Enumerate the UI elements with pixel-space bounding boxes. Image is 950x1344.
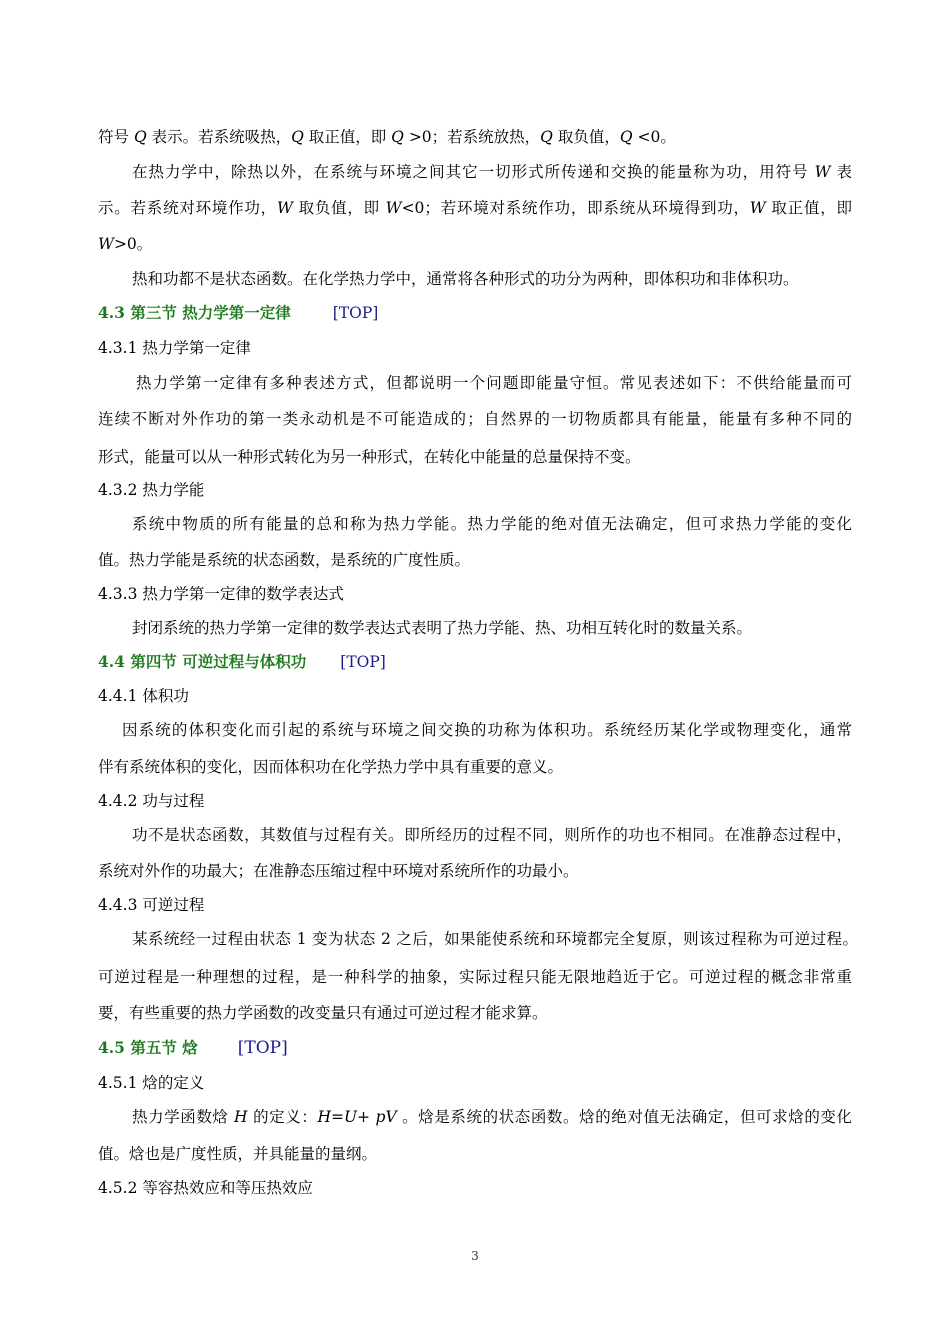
top-link[interactable]: [TOP]	[332, 304, 379, 322]
paragraph-443-line1: 某系统经一过程由状态 1 变为状态 2 之后，如果能使系统和环境都完全复原，则该过程称为可逆过程。	[132, 930, 858, 948]
subsection-title-4-3-3: 4.3.3 热力学第一定律的数学表达式	[98, 585, 344, 603]
text: 的定义：	[247, 1108, 318, 1126]
paragraph-443-line2: 可逆过程是一种理想的过程，是一种科学的抽象，实际过程只能无限地趋近于它。可逆过程的概念非常重	[98, 968, 852, 986]
text: >0；若系统放热，	[403, 128, 541, 146]
subsection-title-4-5-1: 4.5.1 焓的定义	[98, 1074, 205, 1092]
symbol-w: W	[749, 199, 766, 217]
text: 取正值，即	[303, 128, 392, 146]
text: 。焓是系统的状态函数。焓的绝对值无法确定，但可求焓的变化	[396, 1108, 852, 1126]
section-title: 4.5 第五节 焓	[98, 1038, 198, 1057]
section-title: 4.3 第三节 热力学第一定律	[98, 303, 291, 322]
symbol-q: Q	[133, 128, 147, 146]
text: <0。	[632, 128, 676, 146]
text: 取负值，	[552, 128, 620, 146]
section-heading-4-4	[98, 652, 858, 672]
text: 符号	[98, 128, 134, 146]
paragraph-work-line3	[98, 234, 858, 254]
text: 取负值，即	[292, 199, 386, 217]
paragraph-443-line3: 要，有些重要的热力学函数的改变量只有通过可逆过程才能求算。	[98, 1004, 548, 1022]
paragraph-heat-sign	[98, 127, 858, 147]
text: 在热力学中，除热以外，在系统与环境之间其它一切形式所传递和交换的能量称为功，用符号	[132, 163, 815, 181]
symbol-w: W	[98, 235, 114, 253]
paragraph-451-line2: 值。焓也是广度性质，并具能量的量纲。	[98, 1145, 378, 1163]
text: 表	[830, 163, 852, 181]
paragraph-442-line2: 系统对外作的功最大；在准静态压缩过程中环境对系统所作的功最小。	[98, 862, 579, 880]
symbol-q: Q	[391, 128, 404, 146]
section-heading-4-3	[98, 303, 858, 323]
paragraph-work-line2	[98, 198, 852, 218]
text: >0。	[113, 235, 153, 253]
text: <0；若环境对系统作功，即系统从环境得到功，	[401, 199, 750, 217]
paragraph-441-line1: 因系统的体积变化而引起的系统与环境之间交换的功称为体积功。系统经历某化学或物理变化，通常	[122, 721, 852, 739]
paragraph-state-functions: 热和功都不是状态函数。在化学热力学中，通常将各种形式的功分为两种，即体积功和非体积功。	[132, 270, 799, 288]
section-heading-4-5	[98, 1038, 858, 1058]
symbol-w: W	[814, 163, 831, 181]
text: 热力学函数焓	[132, 1108, 235, 1126]
paragraph-433-line1: 封闭系统的热力学第一定律的数学表达式表明了热力学能、热、功相互转化时的数量关系。	[132, 619, 753, 637]
paragraph-442-line1: 功不是状态函数，其数值与过程有关。即所经历的过程不同，则所作的功也不相同。在准静态过程中，	[132, 826, 852, 844]
top-link[interactable]: [TOP]	[237, 1038, 288, 1058]
paragraph-432-line1: 系统中物质的所有能量的总和称为热力学能。热力学能的绝对值无法确定，但可求热力学能的变化	[132, 515, 852, 533]
top-link[interactable]: [TOP]	[340, 653, 386, 671]
subsection-title-4-4-2: 4.4.2 功与过程	[98, 792, 205, 810]
symbol-q: Q	[540, 128, 553, 146]
paragraph-441-line2: 伴有系统体积的变化，因而体积功在化学热力学中具有重要的意义。	[98, 758, 564, 776]
text: 示。若系统对环境作功，	[98, 199, 277, 217]
symbol-w: W	[276, 199, 293, 217]
text: 表示。若系统吸热，	[146, 128, 292, 146]
subsection-title-4-5-2: 4.5.2 等容热效应和等压热效应	[98, 1179, 313, 1197]
subsection-title-4-4-1: 4.4.1 体积功	[98, 687, 189, 705]
subsection-title-4-4-3: 4.4.3 可逆过程	[98, 896, 205, 914]
paragraph-431-line2: 连续不断对外作功的第一类永动机是不可能造成的；自然界的一切物质都具有能量，能量有多种不同的	[98, 410, 852, 428]
paragraph-432-line2: 值。热力学能是系统的状态函数，是系统的广度性质。	[98, 551, 471, 569]
symbol-q: Q	[291, 128, 304, 146]
symbol-q: Q	[619, 128, 633, 146]
paragraph-451-line1	[132, 1107, 852, 1127]
paragraph-work-line1	[132, 162, 852, 182]
text: 取正值，即	[765, 199, 852, 217]
paragraph-431-line1: 热力学第一定律有多种表述方式，但都说明一个问题即能量守恒。常见表述如下：不供给能量而可	[136, 374, 852, 392]
subsection-title-4-3-1: 4.3.1 热力学第一定律	[98, 339, 251, 357]
paragraph-431-line3: 形式，能量可以从一种形式转化为另一种形式，在转化中能量的总量保持不变。	[98, 448, 641, 466]
symbol-h: H	[234, 1108, 248, 1126]
enthalpy-equation: H=U+ pV	[317, 1108, 397, 1126]
symbol-w: W	[385, 199, 402, 217]
page-number: 3	[471, 1249, 479, 1263]
subsection-title-4-3-2: 4.3.2 热力学能	[98, 481, 205, 499]
section-title: 4.4 第四节 可逆过程与体积功	[98, 652, 307, 671]
